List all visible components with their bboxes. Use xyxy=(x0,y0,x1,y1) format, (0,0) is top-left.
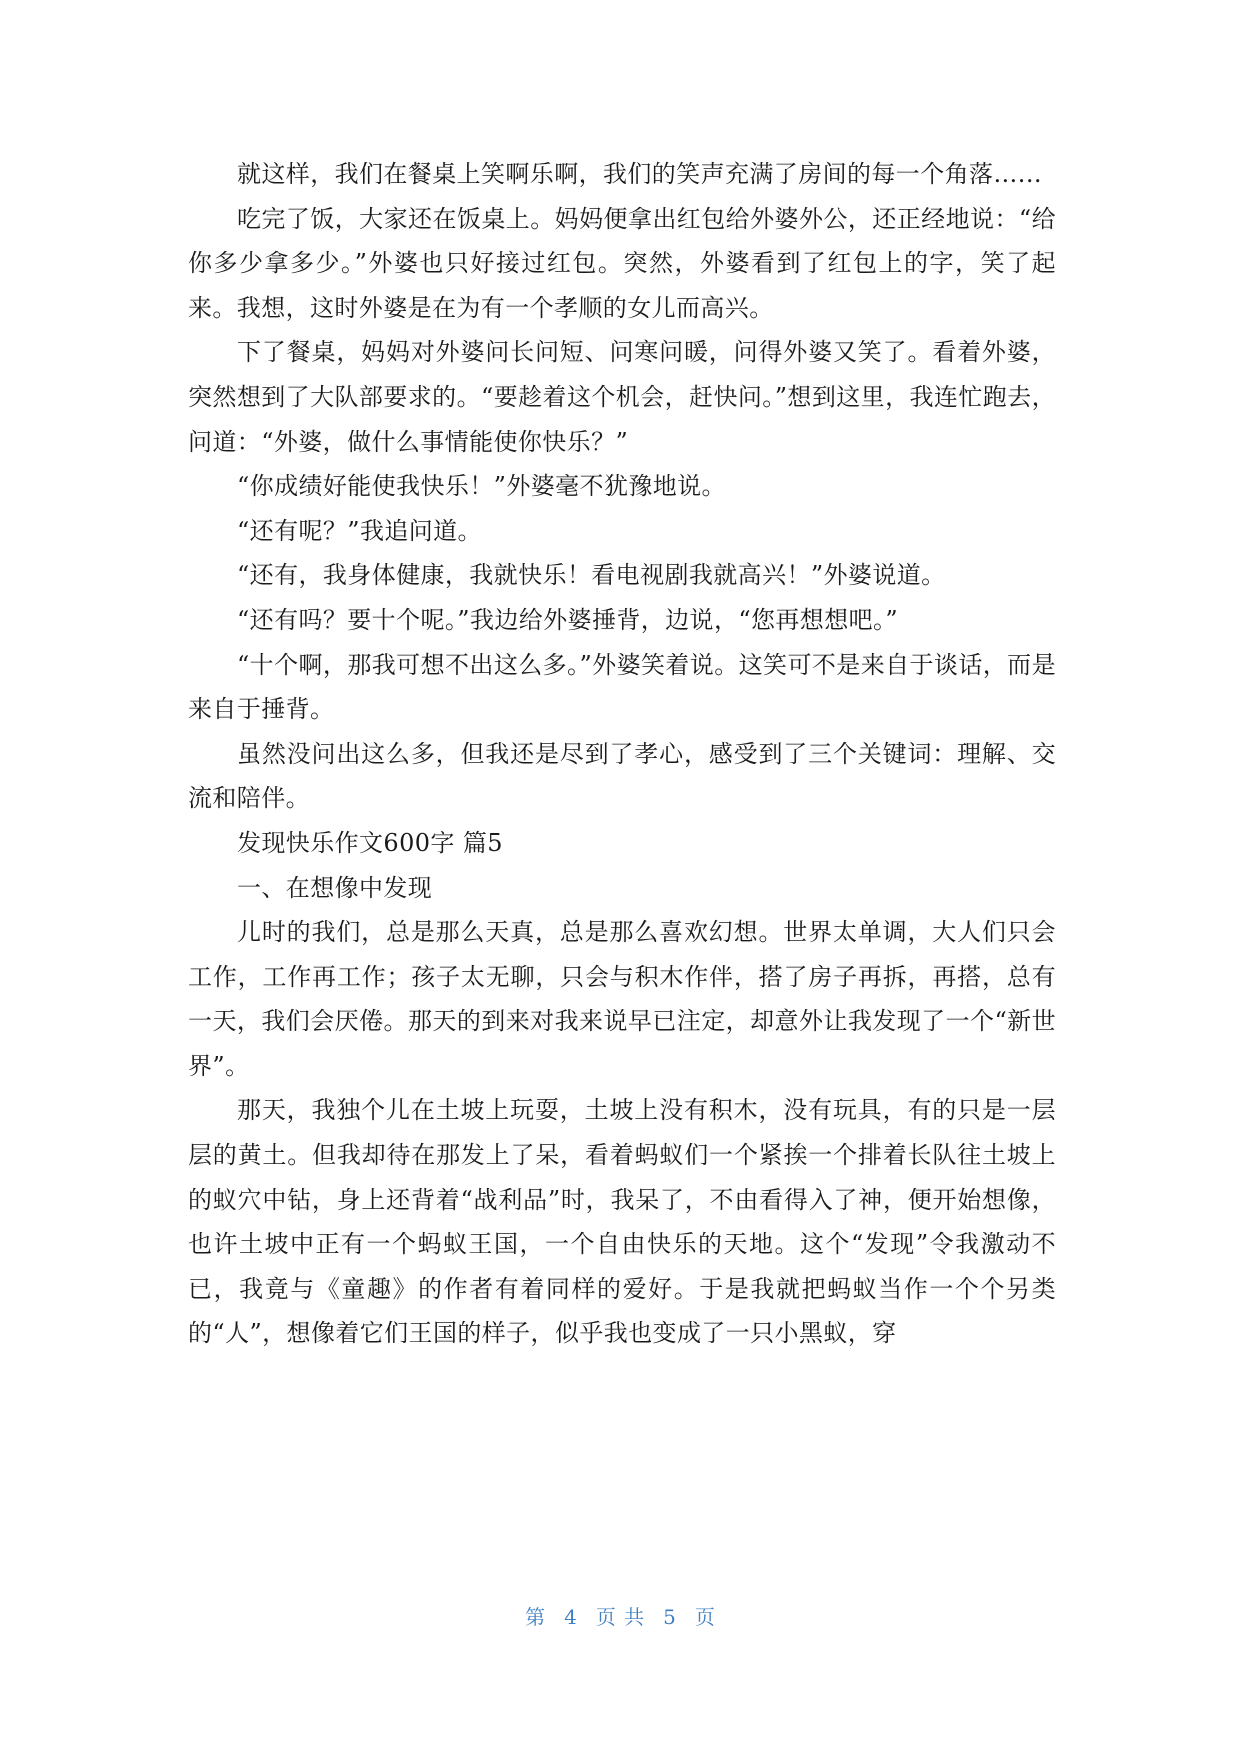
footer-total-pages: 5 xyxy=(663,1605,677,1629)
section-heading: 一、在想像中发现 xyxy=(237,873,433,902)
paragraph-3: 下了餐桌，妈妈对外婆问长问短、问寒问暖，问得外婆又笑了。看着外婆，突然想到了大队部要求的。“要趁着这个机会，赶快问。”想到这里，我连忙跑去，问道：“外婆，做什么事情能使你快乐？” xyxy=(188,338,1056,456)
page-footer xyxy=(0,1601,1241,1630)
paragraph-5: “还有呢？”我追问道。 xyxy=(237,516,482,545)
paragraph-8: “十个啊，那我可想不出这么多。”外婆笑着说。这笑可不是来自于谈话，而是来自于捶背。 xyxy=(188,650,1056,724)
footer-prefix: 第 xyxy=(525,1605,547,1629)
paragraph-1: 就这样，我们在餐桌上笑啊乐啊，我们的笑声充满了房间的每一个角落…... xyxy=(237,160,1042,188)
footer-suffix: 页 xyxy=(694,1605,716,1629)
paragraph-10: 儿时的我们，总是那么天真，总是那么喜欢幻想。世界太单调，大人们只会工作，工作再工作；孩子太无聊，只会与积木作伴，搭了房子再拆，再搭，总有一天，我们会厌倦。那天的到来对我来说早已注定，却意外让我发现了一个“新世界”。 xyxy=(188,918,1056,1080)
footer-current-page: 4 xyxy=(564,1605,578,1629)
document-body xyxy=(188,152,1056,1356)
paragraph-11: 那天，我独个儿在土坡上玩耍，土坡上没有积木，没有玩具，有的只是一层层的黄土。但我却待在那发上了呆，看着蚂蚁们一个紧挨一个排着长队往土坡上的蚁穴中钻，身上还背着“战利品”时，我呆了，不由看得入了神，便开始想像，也许土坡中正有一个蚂蚁王国，一个自由快乐的天地。这个“发现”令我激动不已，我竟与《童趣》的作者有着同样的爱好。于是我就把蚂蚁当作一个个另类的“人”，想像着它们王国的样子，似乎我也变成了一只小黑蚁，穿 xyxy=(188,1096,1056,1348)
paragraph-6: “还有，我身体健康，我就快乐！看电视剧我就高兴！”外婆说道。 xyxy=(237,561,946,590)
paragraph-2: 吃完了饭，大家还在饭桌上。妈妈便拿出红包给外婆外公，还正经地说：“给你多少拿多少。”外婆也只好接过红包。突然，外婆看到了红包上的字，笑了起来。我想，这时外婆是在为有一个孝顺的女儿而高兴。 xyxy=(188,204,1056,322)
paragraph-9: 虽然没问出这么多，但我还是尽到了孝心，感受到了三个关键词：理解、交流和陪伴。 xyxy=(188,739,1056,813)
footer-middle: 页 共 xyxy=(595,1605,646,1629)
essay-title: 发现快乐作文600字 篇5 xyxy=(237,828,503,857)
paragraph-7: “还有吗？要十个呢。”我边给外婆捶背，边说，“您再想想吧。” xyxy=(237,605,899,634)
paragraph-4: “你成绩好能使我快乐！”外婆毫不犹豫地说。 xyxy=(237,472,726,501)
